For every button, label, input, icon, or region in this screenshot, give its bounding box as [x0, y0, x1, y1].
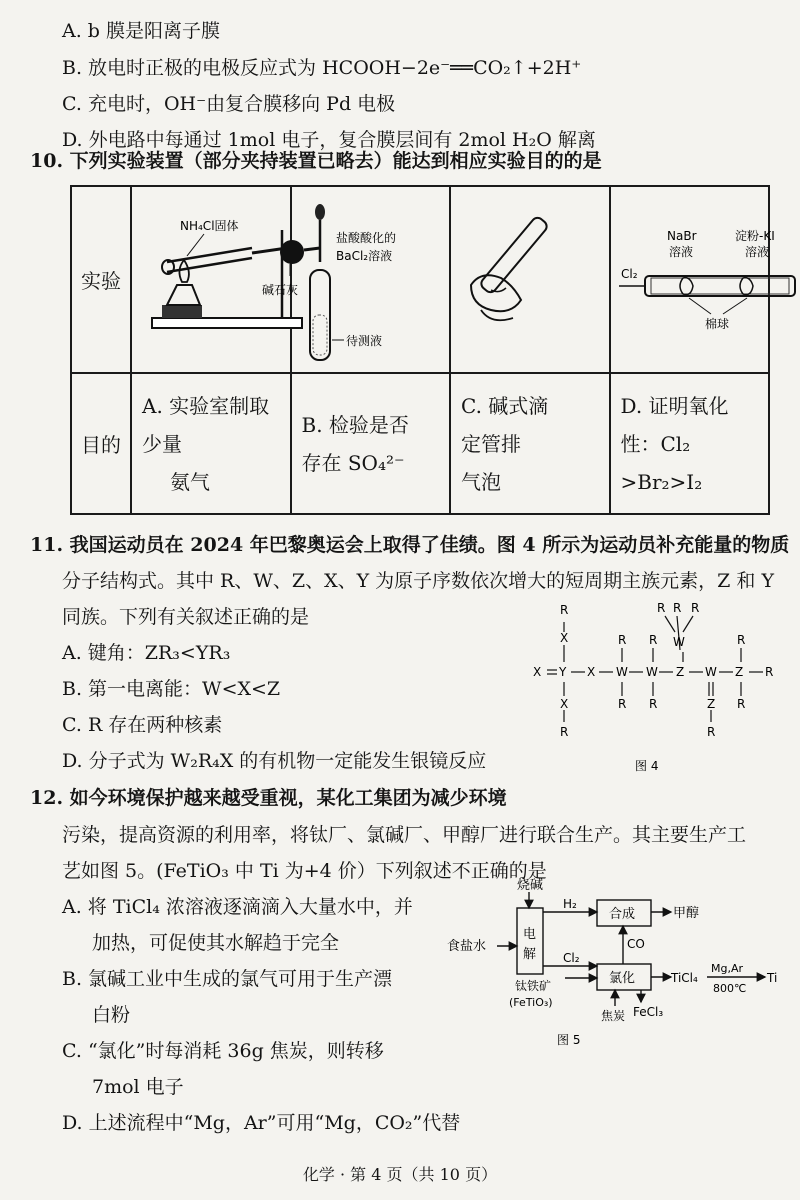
test-tube-diagram — [292, 190, 432, 370]
q12-option-c-line1: C. “氯化”时每消耗 36g 焦炭，则转移 — [62, 1040, 384, 1062]
flow-co: CO — [627, 937, 645, 951]
burette-hand-diagram — [451, 190, 569, 370]
q12-option-b-line1: B. 氯碱工业中生成的氯气可用于生产漂 — [62, 968, 393, 990]
atom-w: W — [616, 665, 628, 679]
label-reagent-line1: 盐酸酸化的 — [335, 230, 396, 245]
page-footer: 化学 · 第 4 页（共 10 页） — [302, 1165, 498, 1184]
atom-z: Z — [707, 697, 716, 711]
label-cl2-inlet: Cl₂ — [620, 266, 638, 281]
purpose-c — [450, 373, 610, 514]
atom-r: R — [673, 601, 682, 615]
flow-synthesis: 合成 — [609, 907, 636, 922]
purpose-d — [610, 373, 770, 514]
flow-ilmenite-formula: (FeTiO₃) — [509, 996, 553, 1009]
atom-r: R — [560, 725, 569, 739]
atom-r: R — [657, 601, 666, 615]
q12-stem-line1: 12. 如今环境保护越来越受重视，某化工集团为减少环境 — [30, 787, 507, 809]
figure-5-process-flow — [445, 878, 785, 1054]
q11-option-a: A. 键角：ZR₃<YR₃ — [62, 642, 231, 664]
flow-coke: 焦炭 — [601, 1009, 626, 1023]
q10-stem: 10. 下列实验装置（部分夹持装置已略去）能达到相应实验目的的是 — [30, 150, 602, 172]
atom-r: R — [691, 601, 700, 615]
q9-option-b: B. 放电时正极的电极反应式为 HCOOH−2e⁻══CO₂↑+2H⁺ — [62, 57, 582, 79]
q9-option-c: C. 充电时，OH⁻由复合膜移向 Pd 电极 — [62, 93, 396, 115]
purpose-b-line2: 存在 SO₄²⁻ — [301, 450, 405, 475]
atom-w: W — [646, 665, 658, 679]
atom-r: R — [737, 697, 746, 711]
flow-ilmenite: 钛铁矿 — [515, 979, 552, 993]
apparatus-c — [450, 186, 610, 373]
atom-r: R — [737, 633, 746, 647]
atom-w: W — [705, 665, 717, 679]
atom-r: R — [649, 633, 658, 647]
flow-chlorination: 氯化 — [609, 971, 636, 986]
purpose-c-line1: C. 碱式滴 — [461, 393, 549, 418]
flow-fecl3: FeCl₃ — [633, 1005, 664, 1019]
figure-4-label: 图 4 — [635, 759, 659, 773]
flow-methanol: 甲醇 — [673, 906, 700, 921]
flow-temperature: 800℃ — [713, 982, 747, 995]
atom-x: X — [587, 665, 596, 679]
atom-z: Z — [735, 665, 744, 679]
atom-x: X — [533, 665, 542, 679]
q12-stem-line2: 污染，提高资源的利用率，将钛厂、氯碱厂、甲醇厂进行联合生产。其主要生产工 — [62, 824, 747, 846]
label-nh4cl-solid: NH₄Cl固体 — [180, 218, 239, 233]
apparatus-d — [610, 186, 775, 373]
q10-experiment-table — [70, 185, 775, 515]
halogen-tube-diagram — [611, 190, 800, 370]
q9-option-a: A. b 膜是阳离子膜 — [62, 20, 221, 42]
atom-r: R — [618, 697, 627, 711]
purpose-d-line1: D. 证明氧化性：Cl₂ — [620, 393, 729, 456]
label-ki-solution: 溶液 — [744, 244, 769, 259]
atom-z: Z — [676, 665, 685, 679]
atom-w: W — [673, 635, 685, 649]
flow-electrolysis: 解 — [523, 947, 537, 962]
flow-h2: H₂ — [563, 897, 577, 911]
apparatus-a — [131, 186, 299, 373]
figure-4-structural-formula — [525, 592, 785, 782]
purpose-c-line3: 气泡 — [461, 469, 501, 494]
q12-option-a-line1: A. 将 TiCl₄ 浓溶液逐滴滴入大量水中，并 — [62, 896, 413, 918]
q12-option-a-line2: 加热，可促使其水解趋于完全 — [92, 932, 340, 954]
label-nabr-solution: 溶液 — [668, 244, 693, 259]
row-label-purpose: 目的 — [71, 373, 131, 514]
q12-option-b-line2: 白粉 — [92, 1004, 131, 1026]
label-reagent-line2: BaCl₂溶液 — [335, 248, 392, 263]
label-cotton-ball: 棉球 — [704, 316, 729, 331]
figure-5-label: 图 5 — [557, 1033, 581, 1047]
atom-x: X — [560, 697, 569, 711]
q11-stem-line3: 同族。下列有关叙述正确的是 — [62, 606, 310, 628]
q12-option-d: D. 上述流程中“Mg，Ar”可用“Mg，CO₂”代替 — [62, 1112, 461, 1134]
atom-r: R — [765, 665, 774, 679]
q11-stem-line2: 分子结构式。其中 R、W、Z、X、Y 为原子序数依次增大的短周期主族元素，Z 和 Y — [62, 570, 775, 592]
purpose-a — [131, 373, 291, 514]
label-sample-solution: 待测液 — [345, 333, 382, 348]
q11-stem-line1: 11. 我国运动员在 2024 年巴黎奥运会上取得了佳绩。图 4 所示为运动员补充能量的物质 — [30, 534, 790, 556]
flow-ticl4: TiCl₄ — [671, 971, 698, 985]
label-starch-ki: 淀粉-KI — [734, 228, 775, 243]
flow-electrolysis: 电 — [523, 927, 537, 942]
flow-caustic-soda: 烧碱 — [517, 878, 544, 893]
flow-ti: Ti — [767, 971, 778, 985]
purpose-a-line1: A. 实验室制取少量 — [142, 393, 270, 456]
row-label-experiment: 实验 — [71, 186, 131, 373]
atom-r: R — [560, 603, 569, 617]
q11-option-d: D. 分子式为 W₂R₄X 的有机物一定能发生银镜反应 — [62, 750, 487, 772]
atom-r: R — [618, 633, 627, 647]
purpose-c-line2: 定管排 — [461, 431, 521, 456]
atom-y: Y — [559, 665, 567, 679]
purpose-d-line2: >Br₂>I₂ — [620, 469, 703, 494]
flow-cl2: Cl₂ — [563, 951, 580, 965]
purpose-a-line2: 氨气 — [170, 469, 210, 494]
label-soda-lime: 碱石灰 — [262, 282, 299, 297]
atom-x: X — [560, 631, 569, 645]
label-nabr: NaBr — [666, 228, 696, 243]
flow-brine: 食盐水 — [447, 939, 487, 954]
atom-r: R — [707, 725, 716, 739]
flow-mg-ar: Mg,Ar — [711, 962, 744, 975]
q12-stem-line3: 艺如图 5。(FeTiO₃ 中 Ti 为+4 价）下列叙述不正确的是 — [62, 860, 547, 882]
q11-option-c: C. R 存在两种核素 — [62, 714, 223, 736]
q12-option-c-line2: 7mol 电子 — [92, 1076, 184, 1098]
apparatus-b — [291, 186, 451, 373]
q9-option-d: D. 外电路中每通过 1mol 电子，复合膜层间有 2mol H₂O 解离 — [62, 129, 596, 151]
q11-option-b: B. 第一电离能：W<X<Z — [62, 678, 281, 700]
purpose-b-line1: B. 检验是否 — [301, 412, 409, 437]
purpose-b — [291, 373, 451, 514]
atom-r: R — [649, 697, 658, 711]
